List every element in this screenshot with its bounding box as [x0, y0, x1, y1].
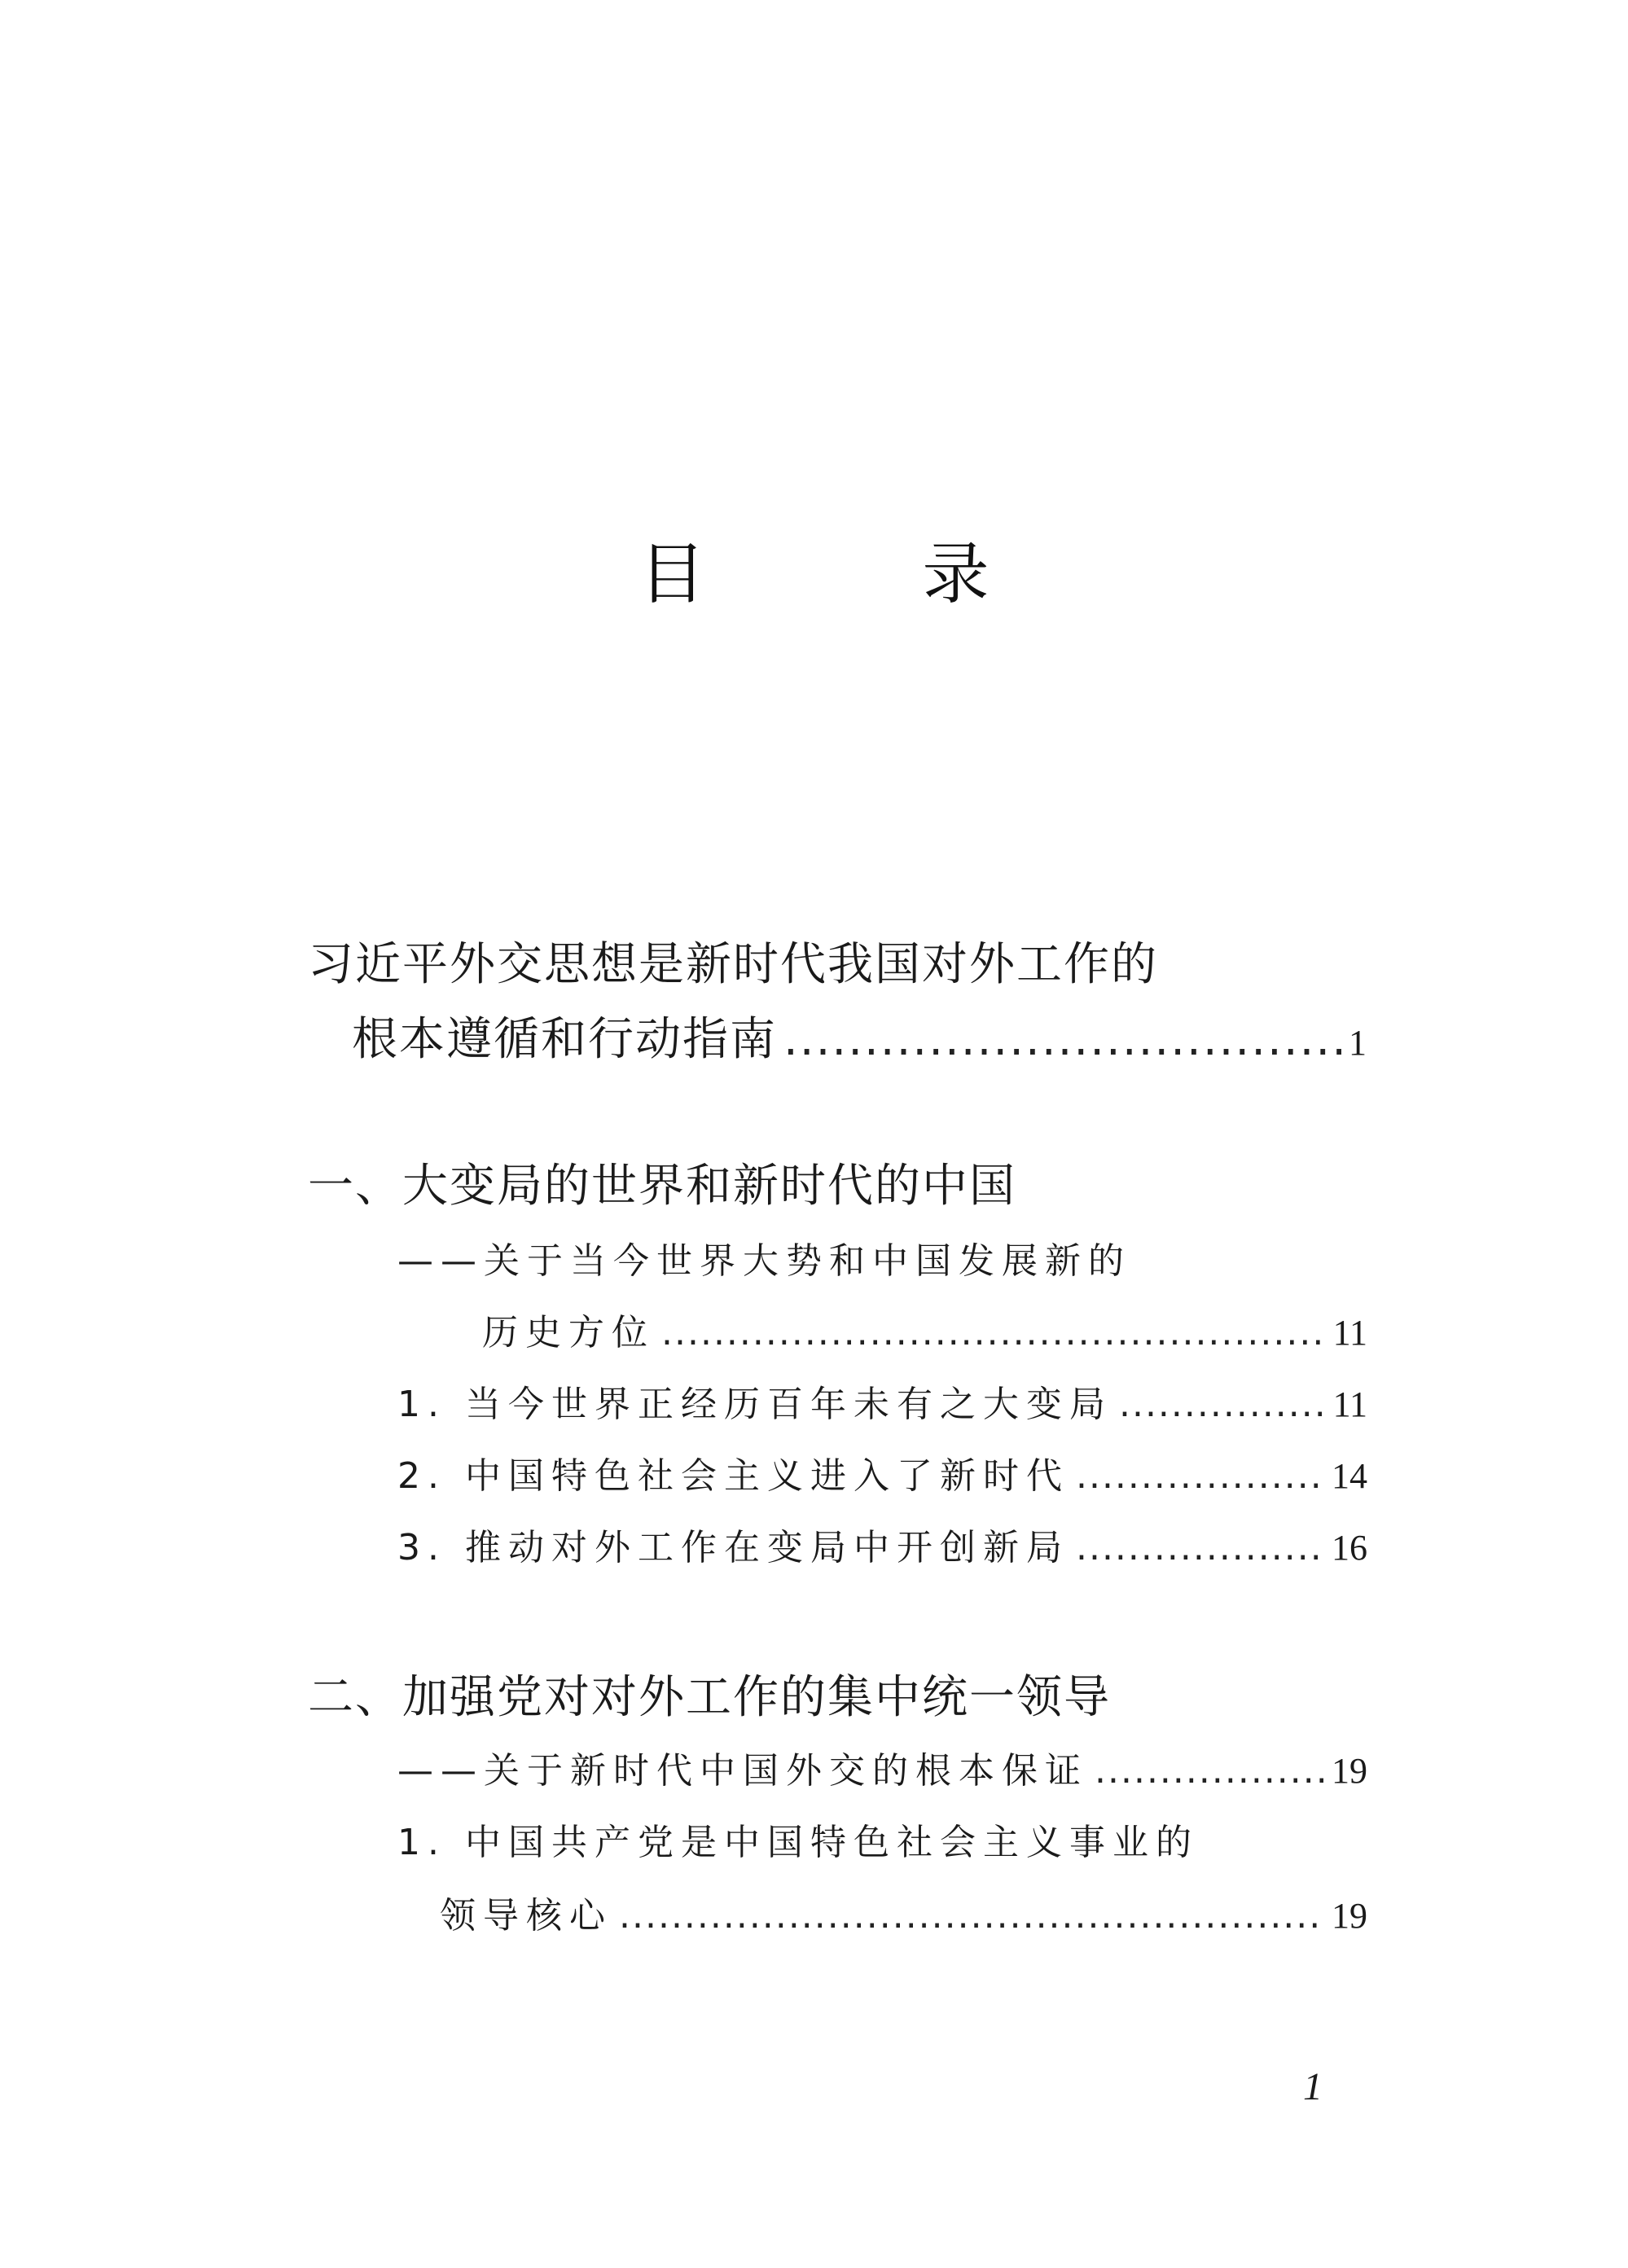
- page-title: 目 录: [638, 536, 1087, 613]
- toc-section-label: 1. 当今世界正经历百年未有之大变局: [397, 1384, 1112, 1425]
- toc-section-label-line1: 1. 中国共产党是中国特色社会主义事业的: [397, 1822, 1199, 1863]
- toc-chapter1-title[interactable]: [308, 1150, 1016, 1215]
- toc-intro-line2[interactable]: [352, 1003, 1367, 1068]
- toc-chapter1-subtitle-text1: ——关于当今世界大势和中国发展新的: [397, 1240, 1131, 1282]
- toc-chapter2-subtitle-page: 19: [1332, 1751, 1367, 1791]
- toc-section-label: 3. 推动对外工作在变局中开创新局: [397, 1527, 1069, 1568]
- toc-chapter1-section-3[interactable]: [397, 1518, 1367, 1570]
- toc-chapter2-title-text: 二、加强党对对外工作的集中统一领导: [308, 1671, 1111, 1724]
- leader-dots: [1119, 1384, 1327, 1425]
- leader-dots: [619, 1895, 1325, 1937]
- toc-chapter1-subtitle-page: 11: [1332, 1313, 1367, 1353]
- toc-chapter1-section-1[interactable]: [397, 1375, 1367, 1427]
- toc-section-page: 16: [1332, 1528, 1367, 1568]
- leader-dots: [1076, 1527, 1325, 1568]
- toc-chapter2-subtitle[interactable]: [397, 1741, 1367, 1793]
- leader-dots: [783, 1013, 1342, 1066]
- toc-chapter1-section-2[interactable]: [397, 1446, 1367, 1498]
- toc-chapter2-title[interactable]: [308, 1661, 1111, 1726]
- leader-dots: [661, 1312, 1327, 1353]
- toc-intro-page: 1: [1349, 1023, 1367, 1063]
- toc-chapter1-subtitle-line2[interactable]: [482, 1303, 1367, 1355]
- toc-chapter1-subtitle-text2: 历史方位: [482, 1312, 655, 1353]
- toc-intro-line1[interactable]: [308, 928, 1158, 994]
- leader-dots: [1076, 1455, 1325, 1497]
- toc-chapter1-subtitle-line1[interactable]: [397, 1231, 1131, 1283]
- toc-intro-title-line1: 习近平外交思想是新时代我国对外工作的: [308, 938, 1158, 991]
- toc-section-label-line2: 领导核心: [440, 1895, 612, 1937]
- toc-chapter1-title-text: 一、大变局的世界和新时代的中国: [308, 1160, 1016, 1213]
- toc-chapter2-section-1-line2[interactable]: [440, 1886, 1367, 1938]
- toc-chapter2-subtitle-text: ——关于新时代中国外交的根本保证: [397, 1750, 1088, 1792]
- toc-chapter2-section-1-line1[interactable]: [397, 1813, 1199, 1865]
- toc-section-page: 19: [1332, 1896, 1367, 1936]
- toc-section-page: 11: [1332, 1384, 1367, 1424]
- toc-section-page: 14: [1332, 1456, 1367, 1496]
- leader-dots: [1095, 1750, 1325, 1792]
- page-number: 1: [1303, 2065, 1323, 2108]
- toc-intro-title-line2: 根本遵循和行动指南: [352, 1013, 777, 1066]
- toc-section-label: 2. 中国特色社会主义进入了新时代: [397, 1455, 1069, 1497]
